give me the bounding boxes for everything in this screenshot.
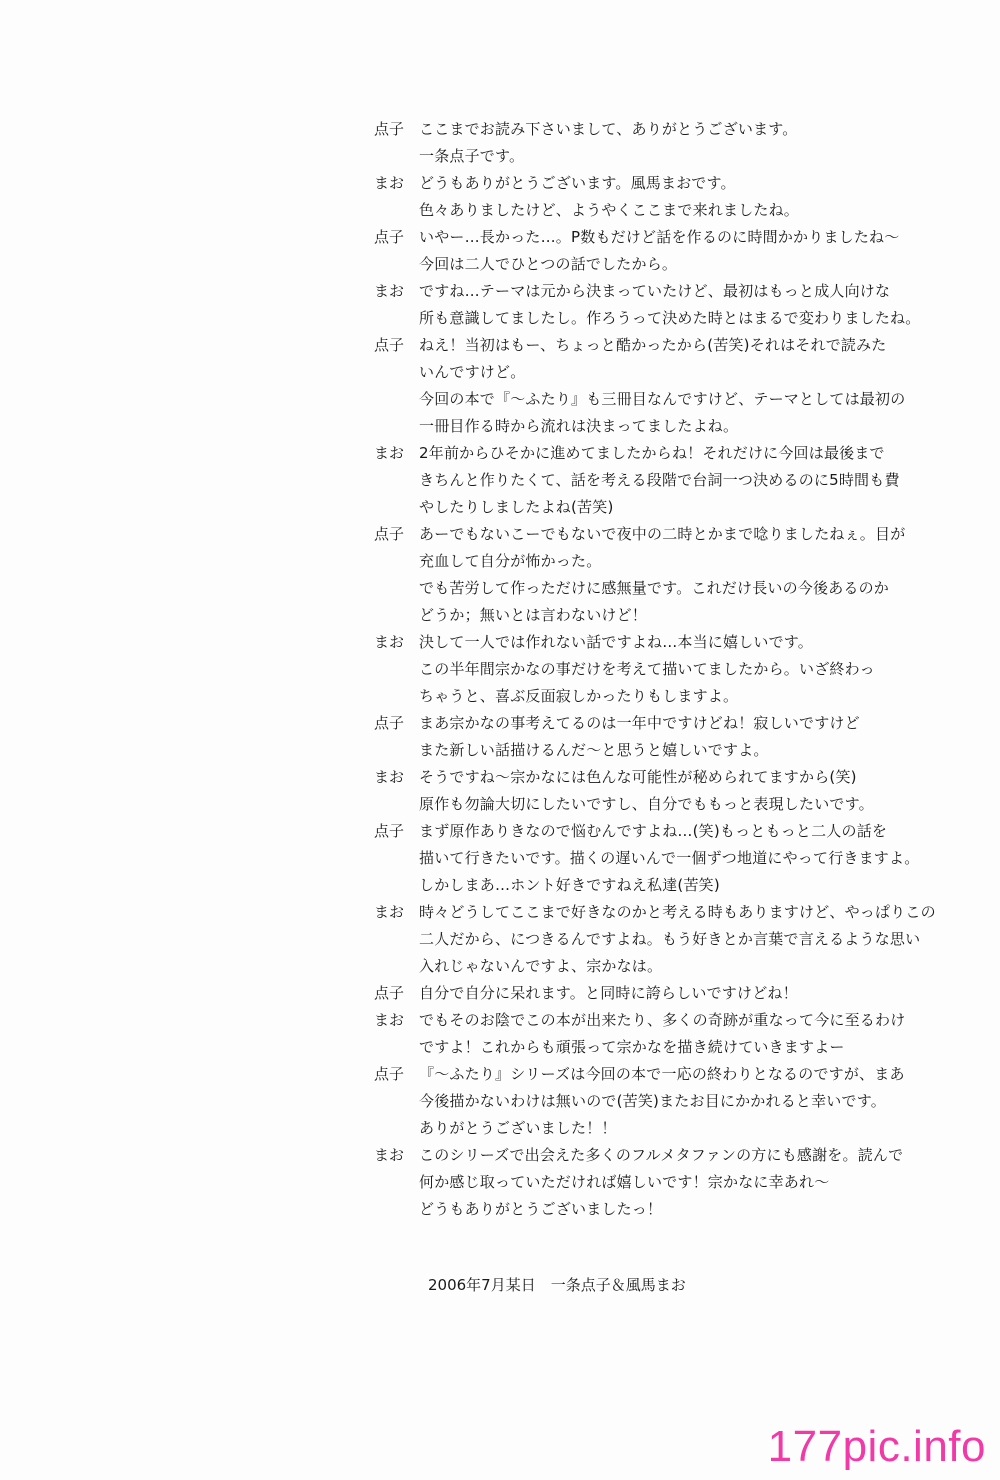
signature-date-line: 2006年7月某日 一条点子＆風馬まお: [428, 1276, 686, 1294]
dialogue-line: 二人だから、につきるんですよね。もう好きとか言葉で言えるような思い: [419, 930, 921, 948]
dialogue-line: いんですけど。: [419, 363, 526, 381]
speaker-name: 点子: [374, 336, 405, 354]
dialogue-entry: [374, 1007, 974, 1061]
dialogue-line: 今回の本で『～ふたり』も三冊目なんですけど、テーマとしては最初の: [419, 390, 906, 408]
dialogue-line: いやー…長かった…。P数もだけど話を作るのに時間かかりましたね～: [419, 228, 900, 246]
dialogue-line: ですね…テーマは元から決まっていたけど、最初はもっと成人向けな: [419, 282, 891, 300]
dialogue-line: 今回は二人でひとつの話でしたから。: [419, 255, 678, 273]
afterword-dialogue: [374, 116, 974, 1223]
dialogue-line: ありがとうございました！！: [419, 1119, 617, 1137]
dialogue-line: そうですね～宗かなには色んな可能性が秘められてますから(笑): [419, 768, 857, 786]
dialogue-lines: [419, 710, 974, 764]
speaker-name: 点子: [374, 1065, 405, 1083]
dialogue-line: 『～ふたり』シリーズは今回の本で一応の終わりとなるのですが、まあ: [419, 1065, 905, 1083]
dialogue-entry: [374, 1142, 974, 1223]
dialogue-line: この半年間宗かなの事だけを考えて描いてましたから。いざ終わっ: [419, 660, 875, 678]
dialogue-lines: [419, 629, 974, 710]
dialogue-line: どうもありがとうございます。風馬まおです。: [419, 174, 736, 192]
dialogue-lines: [419, 332, 974, 440]
dialogue-entry: [374, 818, 974, 899]
speaker-name: 点子: [374, 525, 405, 543]
dialogue-entry: [374, 1061, 974, 1142]
dialogue-lines: [419, 224, 974, 278]
speaker-name: 点子: [374, 228, 405, 246]
speaker-name: 点子: [374, 120, 405, 138]
dialogue-line: ねえ！当初はもー、ちょっと酷かったから(苦笑)それはそれで読みた: [419, 336, 887, 354]
dialogue-lines: [419, 1142, 974, 1223]
dialogue-line: 今後描かないわけは無いので(苦笑)またお目にかかれると幸いです。: [419, 1092, 886, 1110]
dialogue-line: まあ宗かなの事考えてるのは一年中ですけどね！寂しいですけど: [419, 714, 860, 732]
dialogue-line: あーでもないこーでもないで夜中の二時とかまで唸りましたねぇ。目が: [419, 525, 906, 543]
dialogue-entry: [374, 521, 974, 629]
dialogue-entry: [374, 980, 974, 1007]
dialogue-line: 決して一人では作れない話ですよね…本当に嬉しいです。: [419, 633, 814, 651]
dialogue-line: また新しい話描けるんだ～と思うと嬉しいですよ。: [419, 741, 769, 759]
dialogue-entry: [374, 224, 974, 278]
dialogue-line: ここまでお読み下さいまして、ありがとうございます。: [419, 120, 798, 138]
dialogue-line: 2年前からひそかに進めてましたからね！それだけに今回は最後まで: [419, 444, 885, 462]
dialogue-entry: [374, 710, 974, 764]
dialogue-entry: [374, 278, 974, 332]
dialogue-entry: [374, 332, 974, 440]
dialogue-entry: [374, 440, 974, 521]
speaker-name: まお: [374, 1011, 405, 1029]
dialogue-line: どうもありがとうございましたっ！: [419, 1200, 663, 1218]
dialogue-lines: [419, 1061, 974, 1142]
dialogue-line: 描いて行きたいです。描くの遅いんで一個ずつ地道にやって行きますよ。: [419, 849, 920, 867]
site-watermark: 177pic.info: [767, 1422, 986, 1471]
speaker-name: まお: [374, 444, 405, 462]
speaker-name: まお: [374, 768, 405, 786]
dialogue-line: でもそのお陰でこの本が出来たり、多くの奇跡が重なって今に至るわけ: [419, 1011, 906, 1029]
dialogue-entry: [374, 629, 974, 710]
dialogue-line: 自分で自分に呆れます。と同時に誇らしいですけどね！: [419, 984, 798, 1002]
dialogue-line: 一条点子です。: [419, 147, 525, 165]
dialogue-lines: [419, 440, 974, 521]
dialogue-line: 一冊目作る時から流れは決まってましたよね。: [419, 417, 739, 435]
dialogue-entry: [374, 116, 974, 170]
dialogue-line: どうか；無いとは言わないけど！: [419, 606, 648, 624]
speaker-name: まお: [374, 633, 405, 651]
dialogue-line: このシリーズで出会えた多くのフルメタファンの方にも感謝を。読んで: [419, 1146, 904, 1164]
dialogue-line: やしたりしましたよね(苦笑): [419, 498, 614, 516]
dialogue-lines: [419, 1007, 974, 1061]
dialogue-entry: [374, 899, 974, 980]
dialogue-lines: [419, 980, 974, 1007]
dialogue-line: まず原作ありきなので悩むんですよね…(笑)もっともっと二人の話を: [419, 822, 888, 840]
dialogue-line: きちんと作りたくて、話を考える段階で台詞一つ決めるのに5時間も費: [419, 471, 900, 489]
speaker-name: まお: [374, 1146, 405, 1164]
dialogue-lines: [419, 116, 974, 170]
speaker-name: まお: [374, 174, 405, 192]
dialogue-line: 充血して自分が怖かった。: [419, 552, 602, 570]
dialogue-line: 入れじゃないんですよ、宗かなは。: [419, 957, 663, 975]
dialogue-line: しかしまあ…ホント好きですねえ私達(苦笑): [419, 876, 720, 894]
dialogue-line: 時々どうしてここまで好きなのかと考える時もありますけど、やっぱりこの: [419, 903, 936, 921]
dialogue-line: ちゃうと、喜ぶ反面寂しかったりもしますよ。: [419, 687, 739, 705]
dialogue-lines: [419, 521, 974, 629]
dialogue-lines: [419, 764, 974, 818]
dialogue-lines: [419, 899, 974, 980]
dialogue-line: 何か感じ取っていただければ嬉しいです！宗かなに幸あれ～: [419, 1173, 830, 1191]
speaker-name: まお: [374, 903, 405, 921]
dialogue-line: でも苦労して作っただけに感無量です。これだけ長いの今後あるのか: [419, 579, 890, 597]
speaker-name: 点子: [374, 822, 405, 840]
speaker-name: 点子: [374, 714, 405, 732]
dialogue-lines: [419, 818, 974, 899]
dialogue-entry: [374, 170, 974, 224]
dialogue-lines: [419, 170, 974, 224]
dialogue-line: 所も意識してましたし。作ろうって決めた時とはまるで変わりましたね。: [419, 309, 921, 327]
dialogue-lines: [419, 278, 974, 332]
dialogue-line: ですよ！これからも頑張って宗かなを描き続けていきますよー: [419, 1038, 845, 1056]
speaker-name: 点子: [374, 984, 405, 1002]
dialogue-entry: [374, 764, 974, 818]
dialogue-line: 原作も勿論大切にしたいですし、自分でももっと表現したいです。: [419, 795, 874, 813]
speaker-name: まお: [374, 282, 405, 300]
dialogue-line: 色々ありましたけど、ようやくここまで来れましたね。: [419, 201, 800, 219]
